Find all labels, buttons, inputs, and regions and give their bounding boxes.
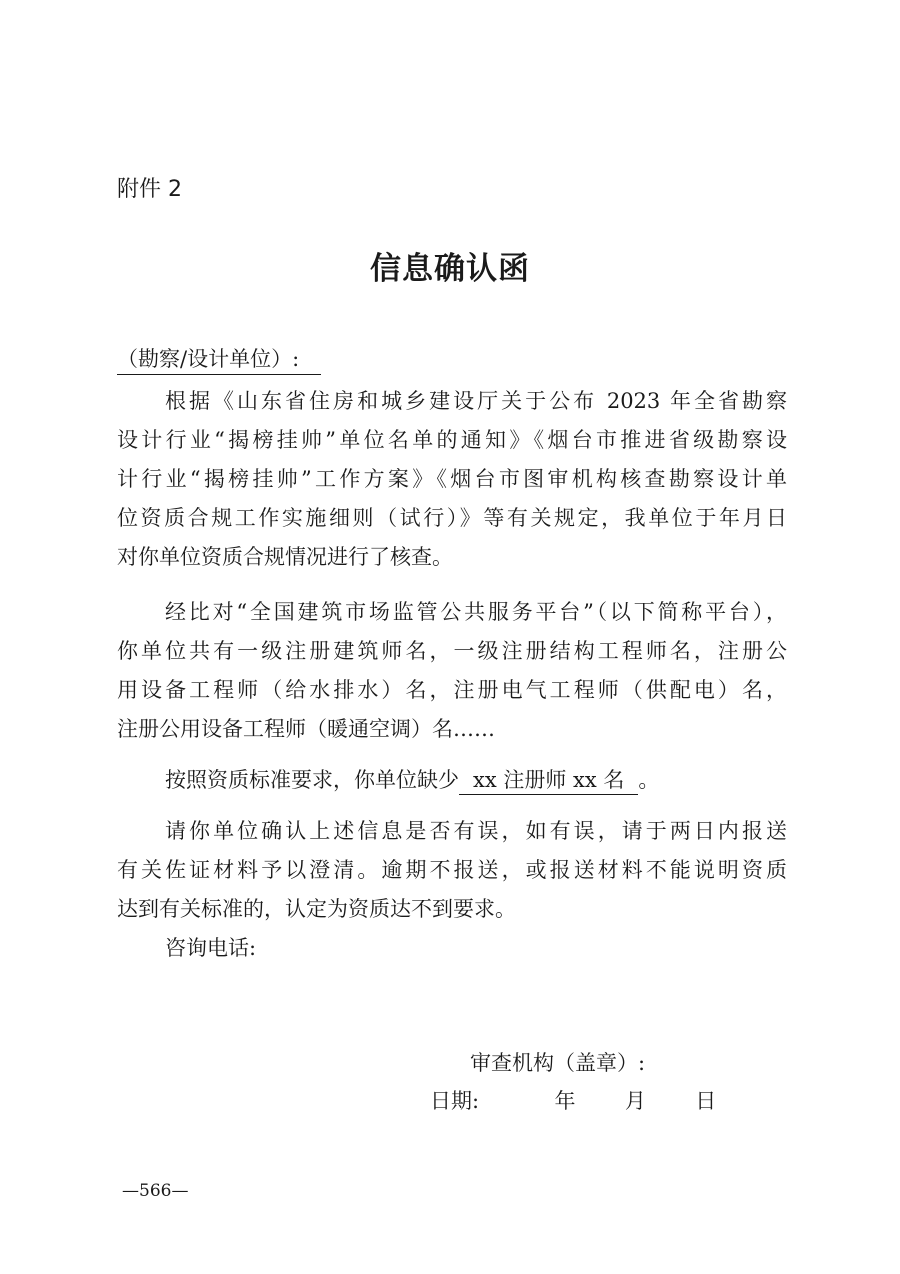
document-title: 信息确认函 [370,251,530,287]
paragraph2-line-4: 注册公用设备工程师（暖通空调）名…… [117,717,495,741]
paragraph2-line-3: 用设备工程师（给水排水）名，注册电气工程师（供配电）名， [117,678,787,702]
date-day: 日 [695,1089,717,1113]
addressee-line [117,343,321,373]
page-number: —566— [122,1181,189,1201]
paragraph2-line-1: 经比对“全国建筑市场监管公共服务平台”（以下简称平台）， [165,600,787,624]
paragraph1-line-5: 对你单位资质合规情况进行了核查。 [117,545,453,569]
paragraph2-line-2: 你单位共有一级注册建筑师名，一级注册结构工程师名，注册公 [117,639,787,663]
paragraph3-line [165,764,787,794]
date-year: 年 [554,1089,576,1113]
paragraph1-line-4: 位资质合规工作实施细则（试行）》等有关规定，我单位于年月日 [117,506,787,530]
paragraph1-line-1: 根据《山东省住房和城乡建设厅关于公布 2023 年全省勘察 [165,389,787,413]
date-label: 日期: [430,1089,480,1113]
paragraph3-prefix: 按照资质标准要求，你单位缺少 [165,768,459,792]
date-month: 月 [624,1089,646,1113]
paragraph3-suffix: 。 [638,768,660,792]
attachment-label: 附件 2 [117,177,182,202]
date-line [430,1085,716,1115]
addressee-blank: （勘察/设计单位）: [117,347,321,375]
paragraph1-line-3: 计行业“揭榜挂帅”工作方案》《烟台市图审机构核查勘察设计单 [117,467,787,491]
paragraph4-line-3: 达到有关标准的，认定为资质达不到要求。 [117,897,516,921]
missing-registrants-blank: xx 注册师 xx 名 [459,768,638,795]
paragraph4-line-2: 有关佐证材料予以澄清。逾期不报送，或报送材料不能说明资质 [117,858,787,882]
paragraph4-line-1: 请你单位确认上述信息是否有误，如有误，请于两日内报送 [165,819,787,843]
contact-phone-label: 咨询电话: [165,936,257,960]
review-agency-seal-label: 审查机构（盖章）: [470,1051,646,1075]
paragraph1-line-2: 设计行业“揭榜挂帅”单位名单的通知》《烟台市推进省级勘察设 [117,428,787,452]
